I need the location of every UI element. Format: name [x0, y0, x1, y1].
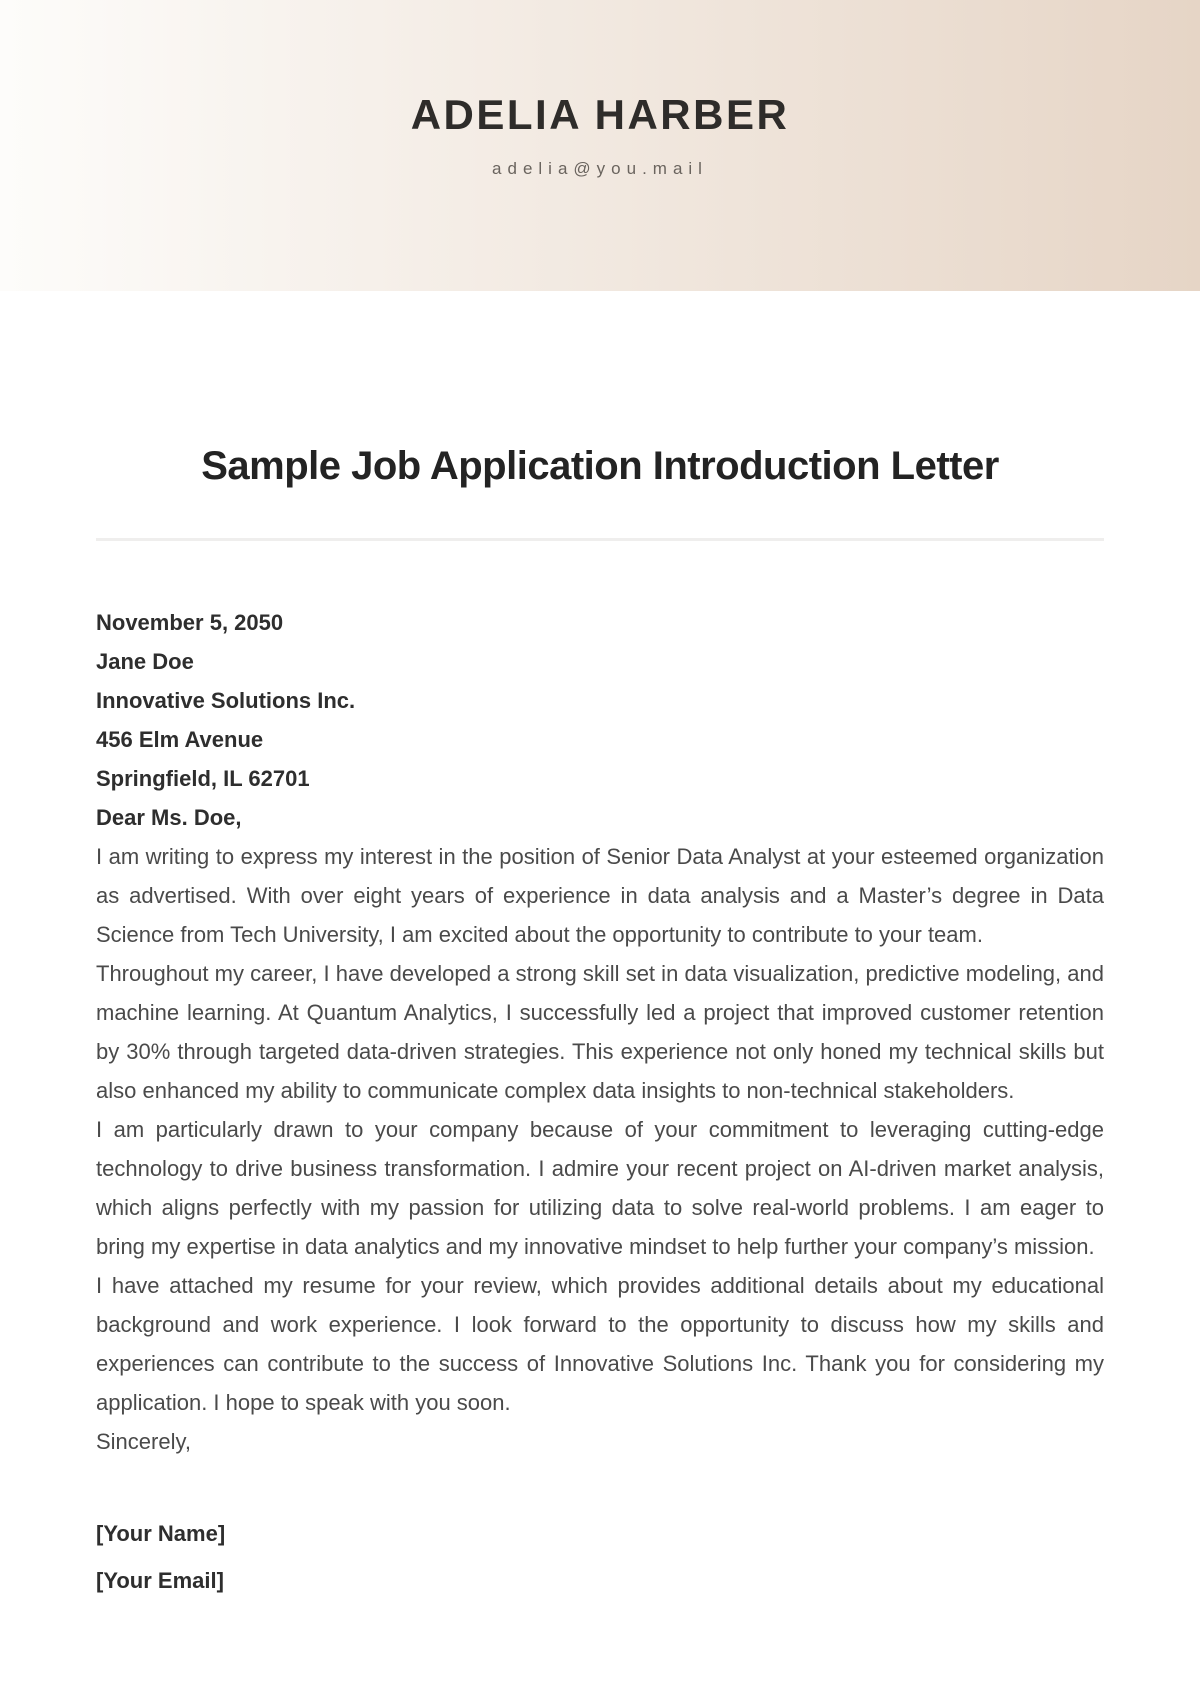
salutation: Dear Ms. Doe, — [96, 805, 242, 830]
letter-body — [96, 603, 1104, 1600]
recipient-city: Springfield, IL 62701 — [96, 766, 310, 791]
recipient-name: Jane Doe — [96, 649, 194, 674]
recipient-company: Innovative Solutions Inc. — [96, 688, 356, 713]
signature-email-placeholder: [Your Email] — [96, 1568, 224, 1593]
letter-paragraph-4: I have attached my resume for your review, which provides additional details about my educational background and work experience. I look forward to the opportunity to discuss how my skills and experiences can contribute to the success of Innovative Solutions Inc. Thank you for considering my application. I hope to speak with you soon. — [96, 1273, 1104, 1415]
closing-salutation: Sincerely, — [96, 1429, 191, 1454]
letter-paragraph-3: I am particularly drawn to your company because of your commitment to leveraging cutting-edge technology to drive business transformation. I admire your recent project on AI-driven market analysis, which aligns perfectly with my passion for utilizing data to solve real-world problems. I am eager to bring my expertise in data analytics and my innovative mindset to help further your company’s mission. — [96, 1117, 1104, 1259]
letter-paragraph-1: I am writing to express my interest in the position of Senior Data Analyst at your esteemed organization as advertised. With over eight years of experience in data analysis and a Master’s degree in Data Science from Tech University, I am excited about the opportunity to contribute to your team. — [96, 844, 1104, 947]
title-divider — [96, 538, 1104, 541]
letter-date: November 5, 2050 — [96, 610, 284, 635]
sender-name: ADELIA HARBER — [410, 91, 790, 138]
recipient-street: 456 Elm Avenue — [96, 727, 264, 752]
sender-email: adelia@you.mail — [492, 159, 708, 178]
signature-name-placeholder: [Your Name] — [96, 1521, 226, 1546]
letter-content — [0, 443, 1200, 1600]
page-title: Sample Job Application Introduction Letter — [201, 444, 999, 488]
letter-paragraph-2: Throughout my career, I have developed a strong skill set in data visualization, predictive modeling, and machine learning. At Quantum Analytics, I successfully led a project that improved customer retention by 30% through targeted data-driven strategies. This experience not only honed my technical skills but also enhanced my ability to communicate complex data insights to non-technical stakeholders. — [96, 961, 1104, 1103]
letterhead-banner — [0, 0, 1200, 291]
